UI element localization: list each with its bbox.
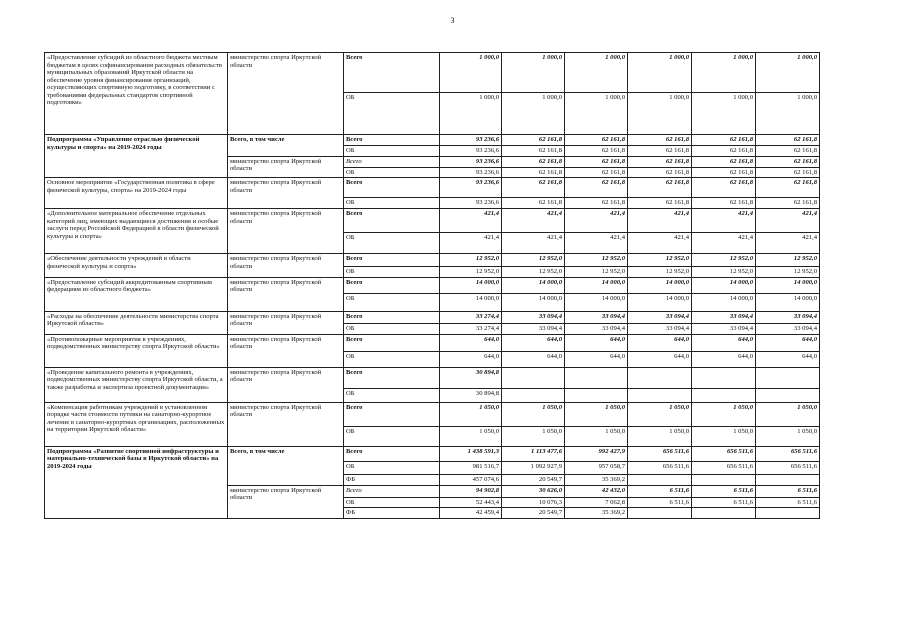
amount-cell: 10 076,3 bbox=[502, 497, 565, 508]
amount-cell: 644,0 bbox=[692, 351, 756, 367]
amount-cell: 30 894,8 bbox=[440, 367, 502, 388]
executor-cell: министерство спорта Иркутской области bbox=[228, 402, 344, 446]
amount-cell: 62 161,8 bbox=[565, 135, 628, 146]
funding-source: Всего bbox=[344, 53, 440, 93]
amount-cell: 42 432,0 bbox=[565, 485, 628, 497]
amount-cell: 62 161,8 bbox=[502, 146, 565, 157]
amount-cell bbox=[756, 388, 820, 402]
funding-source: ОБ bbox=[344, 267, 440, 278]
amount-cell: 62 161,8 bbox=[628, 167, 692, 178]
amount-cell: 14 000,0 bbox=[692, 277, 756, 293]
amount-cell: 1 050,0 bbox=[628, 402, 692, 426]
funding-source: Всего bbox=[344, 446, 440, 461]
amount-cell: 52 443,4 bbox=[440, 497, 502, 508]
amount-cell: 12 952,0 bbox=[565, 254, 628, 267]
activity-name: Основное мероприятие «Государственная политика в сфере физической культуры, спорта» на 2019-2024 годы bbox=[45, 178, 228, 209]
funding-source: ОБ bbox=[344, 388, 440, 402]
funding-source: ОБ bbox=[344, 198, 440, 209]
amount-cell: 1 050,0 bbox=[692, 426, 756, 446]
amount-cell: 93 236,6 bbox=[440, 167, 502, 178]
funding-source: ОБ bbox=[344, 146, 440, 157]
activity-name: «Проведение капитального ремонта в учреждениях, подведомственных министерству спорта Иркутской области, а также разработка и экспертиза проектной документации» bbox=[45, 367, 228, 402]
amount-cell: 62 161,8 bbox=[502, 178, 565, 198]
amount-cell: 1 000,0 bbox=[440, 53, 502, 93]
amount-cell: 421,4 bbox=[756, 233, 820, 254]
amount-cell: 6 511,6 bbox=[692, 485, 756, 497]
amount-cell: 6 511,6 bbox=[628, 497, 692, 508]
table-row bbox=[45, 367, 820, 388]
amount-cell: 1 050,0 bbox=[440, 426, 502, 446]
activity-name: «Предоставление субсидий аккредитованным спортивным федерациям из областного бюджета» bbox=[45, 277, 228, 311]
amount-cell: 1 000,0 bbox=[756, 93, 820, 135]
amount-cell: 644,0 bbox=[692, 334, 756, 351]
amount-cell: 42 459,4 bbox=[440, 508, 502, 519]
amount-cell: 62 161,8 bbox=[628, 156, 692, 167]
amount-cell: 14 000,0 bbox=[440, 293, 502, 311]
activity-name: «Компенсация работникам учреждений в установленном порядке части стоимости путевки на санаторно-курортное лечение в санаторно-курортных организациях, расположенных на территории Иркутской области» bbox=[45, 402, 228, 446]
funding-source: Всего bbox=[344, 367, 440, 388]
funding-source: ОБ bbox=[344, 426, 440, 446]
amount-cell bbox=[756, 367, 820, 388]
amount-cell: 6 511,6 bbox=[692, 497, 756, 508]
amount-cell: 33 094,4 bbox=[756, 311, 820, 323]
amount-cell: 957 058,7 bbox=[565, 461, 628, 474]
amount-cell bbox=[692, 388, 756, 402]
executor-cell: министерство спорта Иркутской области bbox=[228, 485, 344, 518]
amount-cell: 981 516,7 bbox=[440, 461, 502, 474]
amount-cell: 62 161,8 bbox=[756, 146, 820, 157]
funding-source: Всего bbox=[344, 156, 440, 167]
funding-source: Всего bbox=[344, 209, 440, 233]
amount-cell: 94 902,8 bbox=[440, 485, 502, 497]
amount-cell: 421,4 bbox=[565, 233, 628, 254]
amount-cell: 12 952,0 bbox=[440, 267, 502, 278]
amount-cell: 1 050,0 bbox=[756, 402, 820, 426]
amount-cell: 62 161,8 bbox=[692, 198, 756, 209]
amount-cell: 62 161,8 bbox=[502, 167, 565, 178]
amount-cell: 62 161,8 bbox=[692, 178, 756, 198]
funding-source: ОБ bbox=[344, 461, 440, 474]
amount-cell bbox=[565, 367, 628, 388]
amount-cell: 35 369,2 bbox=[565, 508, 628, 519]
amount-cell: 12 952,0 bbox=[502, 254, 565, 267]
amount-cell: 1 050,0 bbox=[628, 426, 692, 446]
amount-cell: 421,4 bbox=[628, 209, 692, 233]
amount-cell bbox=[502, 367, 565, 388]
page-number: 3 bbox=[450, 16, 455, 25]
amount-cell: 992 427,9 bbox=[565, 446, 628, 461]
table-row bbox=[45, 446, 820, 461]
amount-cell: 62 161,8 bbox=[565, 146, 628, 157]
amount-cell bbox=[756, 474, 820, 485]
amount-cell: 12 952,0 bbox=[440, 254, 502, 267]
amount-cell: 93 236,6 bbox=[440, 156, 502, 167]
amount-cell: 1 092 927,9 bbox=[502, 461, 565, 474]
funding-source: ОБ bbox=[344, 167, 440, 178]
amount-cell: 33 274,4 bbox=[440, 311, 502, 323]
amount-cell: 644,0 bbox=[756, 334, 820, 351]
table-row bbox=[45, 178, 820, 198]
amount-cell: 12 952,0 bbox=[628, 267, 692, 278]
amount-cell: 1 000,0 bbox=[502, 53, 565, 93]
amount-cell: 421,4 bbox=[692, 209, 756, 233]
amount-cell: 656 511,6 bbox=[756, 461, 820, 474]
amount-cell: 644,0 bbox=[628, 351, 692, 367]
amount-cell: 656 511,6 bbox=[692, 446, 756, 461]
funding-source: Всего bbox=[344, 402, 440, 426]
amount-cell: 62 161,8 bbox=[692, 167, 756, 178]
amount-cell: 62 161,8 bbox=[692, 135, 756, 146]
amount-cell: 33 094,4 bbox=[565, 311, 628, 323]
amount-cell: 421,4 bbox=[628, 233, 692, 254]
activity-name: «Дополнительное материальное обеспечение отдельных категорий лиц, имеющих выдающиеся достижения и особые заслуги перед Российской Федерацией в области физической культуры и спорта» bbox=[45, 209, 228, 254]
amount-cell: 656 511,6 bbox=[692, 461, 756, 474]
table-row bbox=[45, 277, 820, 293]
amount-cell: 421,4 bbox=[502, 233, 565, 254]
executor-cell: министерство спорта Иркутской области bbox=[228, 156, 344, 178]
amount-cell: 644,0 bbox=[756, 351, 820, 367]
amount-cell bbox=[756, 508, 820, 519]
amount-cell: 93 236,6 bbox=[440, 198, 502, 209]
amount-cell: 62 161,8 bbox=[502, 156, 565, 167]
amount-cell: 30 626,0 bbox=[502, 485, 565, 497]
amount-cell: 1 050,0 bbox=[502, 426, 565, 446]
amount-cell: 62 161,8 bbox=[565, 178, 628, 198]
table-row bbox=[45, 135, 820, 146]
amount-cell bbox=[692, 474, 756, 485]
executor-cell: министерство спорта Иркутской области bbox=[228, 178, 344, 209]
amount-cell: 33 094,4 bbox=[502, 323, 565, 334]
amount-cell: 33 094,4 bbox=[692, 311, 756, 323]
amount-cell: 1 050,0 bbox=[565, 402, 628, 426]
amount-cell: 1 000,0 bbox=[756, 53, 820, 93]
amount-cell: 33 094,4 bbox=[756, 323, 820, 334]
amount-cell: 35 369,2 bbox=[565, 474, 628, 485]
funding-source: Всего bbox=[344, 135, 440, 146]
amount-cell bbox=[628, 367, 692, 388]
funding-source: ОБ bbox=[344, 323, 440, 334]
amount-cell: 12 952,0 bbox=[628, 254, 692, 267]
amount-cell: 1 000,0 bbox=[440, 93, 502, 135]
amount-cell: 421,4 bbox=[440, 209, 502, 233]
amount-cell: 457 074,6 bbox=[440, 474, 502, 485]
amount-cell: 62 161,8 bbox=[628, 198, 692, 209]
budget-table bbox=[44, 52, 820, 519]
funding-source: Всего bbox=[344, 485, 440, 497]
amount-cell: 62 161,8 bbox=[565, 167, 628, 178]
amount-cell: 14 000,0 bbox=[502, 277, 565, 293]
amount-cell: 14 000,0 bbox=[756, 277, 820, 293]
amount-cell: 93 236,6 bbox=[440, 178, 502, 198]
executor-cell: Всего, в том числе bbox=[228, 135, 344, 157]
amount-cell: 1 000,0 bbox=[502, 93, 565, 135]
amount-cell: 14 000,0 bbox=[628, 277, 692, 293]
amount-cell: 1 000,0 bbox=[628, 93, 692, 135]
executor-cell: министерство спорта Иркутской области bbox=[228, 334, 344, 367]
amount-cell: 644,0 bbox=[502, 334, 565, 351]
amount-cell: 62 161,8 bbox=[756, 198, 820, 209]
amount-cell: 1 000,0 bbox=[628, 53, 692, 93]
table-row bbox=[45, 402, 820, 426]
funding-source: ОБ bbox=[344, 351, 440, 367]
executor-cell: министерство спорта Иркутской области bbox=[228, 209, 344, 254]
amount-cell bbox=[565, 388, 628, 402]
amount-cell: 62 161,8 bbox=[756, 135, 820, 146]
activity-name: «Обеспечение деятельности учреждений в области физической культуры и спорта» bbox=[45, 254, 228, 278]
amount-cell: 656 511,6 bbox=[628, 446, 692, 461]
amount-cell: 6 511,6 bbox=[628, 485, 692, 497]
funding-source: Всего bbox=[344, 277, 440, 293]
amount-cell: 1 000,0 bbox=[692, 93, 756, 135]
activity-name: «Противопожарные мероприятия в учреждениях, подведомственных министерству спорта Иркутской области» bbox=[45, 334, 228, 367]
activity-name: «Расходы на обеспечение деятельности министерства спорта Иркутской области» bbox=[45, 311, 228, 334]
amount-cell: 421,4 bbox=[565, 209, 628, 233]
amount-cell bbox=[628, 474, 692, 485]
amount-cell: 62 161,8 bbox=[756, 167, 820, 178]
amount-cell: 14 000,0 bbox=[565, 277, 628, 293]
amount-cell: 656 511,6 bbox=[628, 461, 692, 474]
amount-cell: 644,0 bbox=[565, 351, 628, 367]
amount-cell: 421,4 bbox=[756, 209, 820, 233]
amount-cell: 12 952,0 bbox=[692, 267, 756, 278]
amount-cell: 1 000,0 bbox=[692, 53, 756, 93]
amount-cell: 62 161,8 bbox=[692, 156, 756, 167]
funding-source: ФБ bbox=[344, 474, 440, 485]
amount-cell: 656 511,6 bbox=[756, 446, 820, 461]
amount-cell: 20 549,7 bbox=[502, 508, 565, 519]
amount-cell: 421,4 bbox=[440, 233, 502, 254]
amount-cell: 644,0 bbox=[565, 334, 628, 351]
amount-cell: 33 094,4 bbox=[692, 323, 756, 334]
amount-cell: 62 161,8 bbox=[756, 178, 820, 198]
amount-cell: 62 161,8 bbox=[565, 198, 628, 209]
amount-cell: 14 000,0 bbox=[692, 293, 756, 311]
amount-cell: 33 094,4 bbox=[502, 311, 565, 323]
amount-cell: 1 050,0 bbox=[756, 426, 820, 446]
funding-source: ОБ bbox=[344, 497, 440, 508]
amount-cell bbox=[502, 388, 565, 402]
amount-cell: 6 511,6 bbox=[756, 497, 820, 508]
funding-source: ОБ bbox=[344, 293, 440, 311]
amount-cell: 62 161,8 bbox=[565, 156, 628, 167]
amount-cell: 30 894,8 bbox=[440, 388, 502, 402]
amount-cell: 33 094,4 bbox=[565, 323, 628, 334]
amount-cell: 62 161,8 bbox=[502, 135, 565, 146]
amount-cell: 1 000,0 bbox=[565, 53, 628, 93]
amount-cell: 62 161,8 bbox=[692, 146, 756, 157]
table-row bbox=[45, 53, 820, 93]
table-row bbox=[45, 311, 820, 323]
amount-cell: 14 000,0 bbox=[502, 293, 565, 311]
amount-cell bbox=[628, 508, 692, 519]
amount-cell: 14 000,0 bbox=[440, 277, 502, 293]
amount-cell: 1 050,0 bbox=[692, 402, 756, 426]
funding-source: ОБ bbox=[344, 93, 440, 135]
amount-cell: 62 161,8 bbox=[502, 198, 565, 209]
amount-cell: 12 952,0 bbox=[756, 267, 820, 278]
amount-cell: 644,0 bbox=[440, 351, 502, 367]
amount-cell: 644,0 bbox=[440, 334, 502, 351]
funding-source: Всего bbox=[344, 334, 440, 351]
activity-name: Подпрограмма «Управление отраслью физической культуры и спорта» на 2019-2024 годы bbox=[45, 135, 228, 178]
amount-cell: 62 161,8 bbox=[628, 146, 692, 157]
amount-cell: 33 274,4 bbox=[440, 323, 502, 334]
amount-cell: 14 000,0 bbox=[565, 293, 628, 311]
amount-cell: 1 050,0 bbox=[440, 402, 502, 426]
executor-cell: министерство спорта Иркутской области bbox=[228, 277, 344, 311]
amount-cell: 421,4 bbox=[692, 233, 756, 254]
activity-name: Подпрограмма «Развитие спортивной инфраструктуры и материально-технической базы в Иркутской области» на 2019-2024 годы bbox=[45, 446, 228, 518]
amount-cell: 62 161,8 bbox=[628, 135, 692, 146]
executor-cell: министерство спорта Иркутской области bbox=[228, 367, 344, 402]
amount-cell: 33 094,4 bbox=[628, 323, 692, 334]
funding-source: Всего bbox=[344, 311, 440, 323]
amount-cell bbox=[692, 367, 756, 388]
amount-cell: 93 236,6 bbox=[440, 146, 502, 157]
executor-cell: министерство спорта Иркутской области bbox=[228, 53, 344, 135]
executor-cell: министерство спорта Иркутской области bbox=[228, 311, 344, 334]
executor-cell: министерство спорта Иркутской области bbox=[228, 254, 344, 278]
amount-cell: 1 000,0 bbox=[565, 93, 628, 135]
amount-cell: 12 952,0 bbox=[565, 267, 628, 278]
funding-source: Всего bbox=[344, 178, 440, 198]
amount-cell: 20 549,7 bbox=[502, 474, 565, 485]
amount-cell: 644,0 bbox=[502, 351, 565, 367]
amount-cell: 1 438 591,3 bbox=[440, 446, 502, 461]
amount-cell bbox=[692, 508, 756, 519]
amount-cell: 33 094,4 bbox=[628, 311, 692, 323]
table-row bbox=[45, 254, 820, 267]
amount-cell: 7 062,8 bbox=[565, 497, 628, 508]
executor-cell: Всего, в том числе bbox=[228, 446, 344, 485]
amount-cell: 14 000,0 bbox=[628, 293, 692, 311]
amount-cell: 14 000,0 bbox=[756, 293, 820, 311]
amount-cell: 93 236,6 bbox=[440, 135, 502, 146]
amount-cell: 62 161,8 bbox=[756, 156, 820, 167]
amount-cell bbox=[628, 388, 692, 402]
funding-source: ФБ bbox=[344, 508, 440, 519]
amount-cell: 12 952,0 bbox=[692, 254, 756, 267]
amount-cell: 6 511,6 bbox=[756, 485, 820, 497]
amount-cell: 644,0 bbox=[628, 334, 692, 351]
amount-cell: 1 113 477,6 bbox=[502, 446, 565, 461]
amount-cell: 62 161,8 bbox=[628, 178, 692, 198]
table-row bbox=[45, 334, 820, 351]
amount-cell: 1 050,0 bbox=[565, 426, 628, 446]
funding-source: Всего bbox=[344, 254, 440, 267]
activity-name: «Предоставление субсидий из областного бюджета местным бюджетам в целях софинансирования расходных обязательств муниципальных образований Иркутской области на обеспечение уровня финансирования организаций, осуществляющих спортивную подготовку, в соответствии с требованиями федеральных стандартов спортивной подготовки» bbox=[45, 53, 228, 135]
table-row bbox=[45, 209, 820, 233]
amount-cell: 1 050,0 bbox=[502, 402, 565, 426]
amount-cell: 12 952,0 bbox=[502, 267, 565, 278]
amount-cell: 421,4 bbox=[502, 209, 565, 233]
amount-cell: 12 952,0 bbox=[756, 254, 820, 267]
funding-source: ОБ bbox=[344, 233, 440, 254]
